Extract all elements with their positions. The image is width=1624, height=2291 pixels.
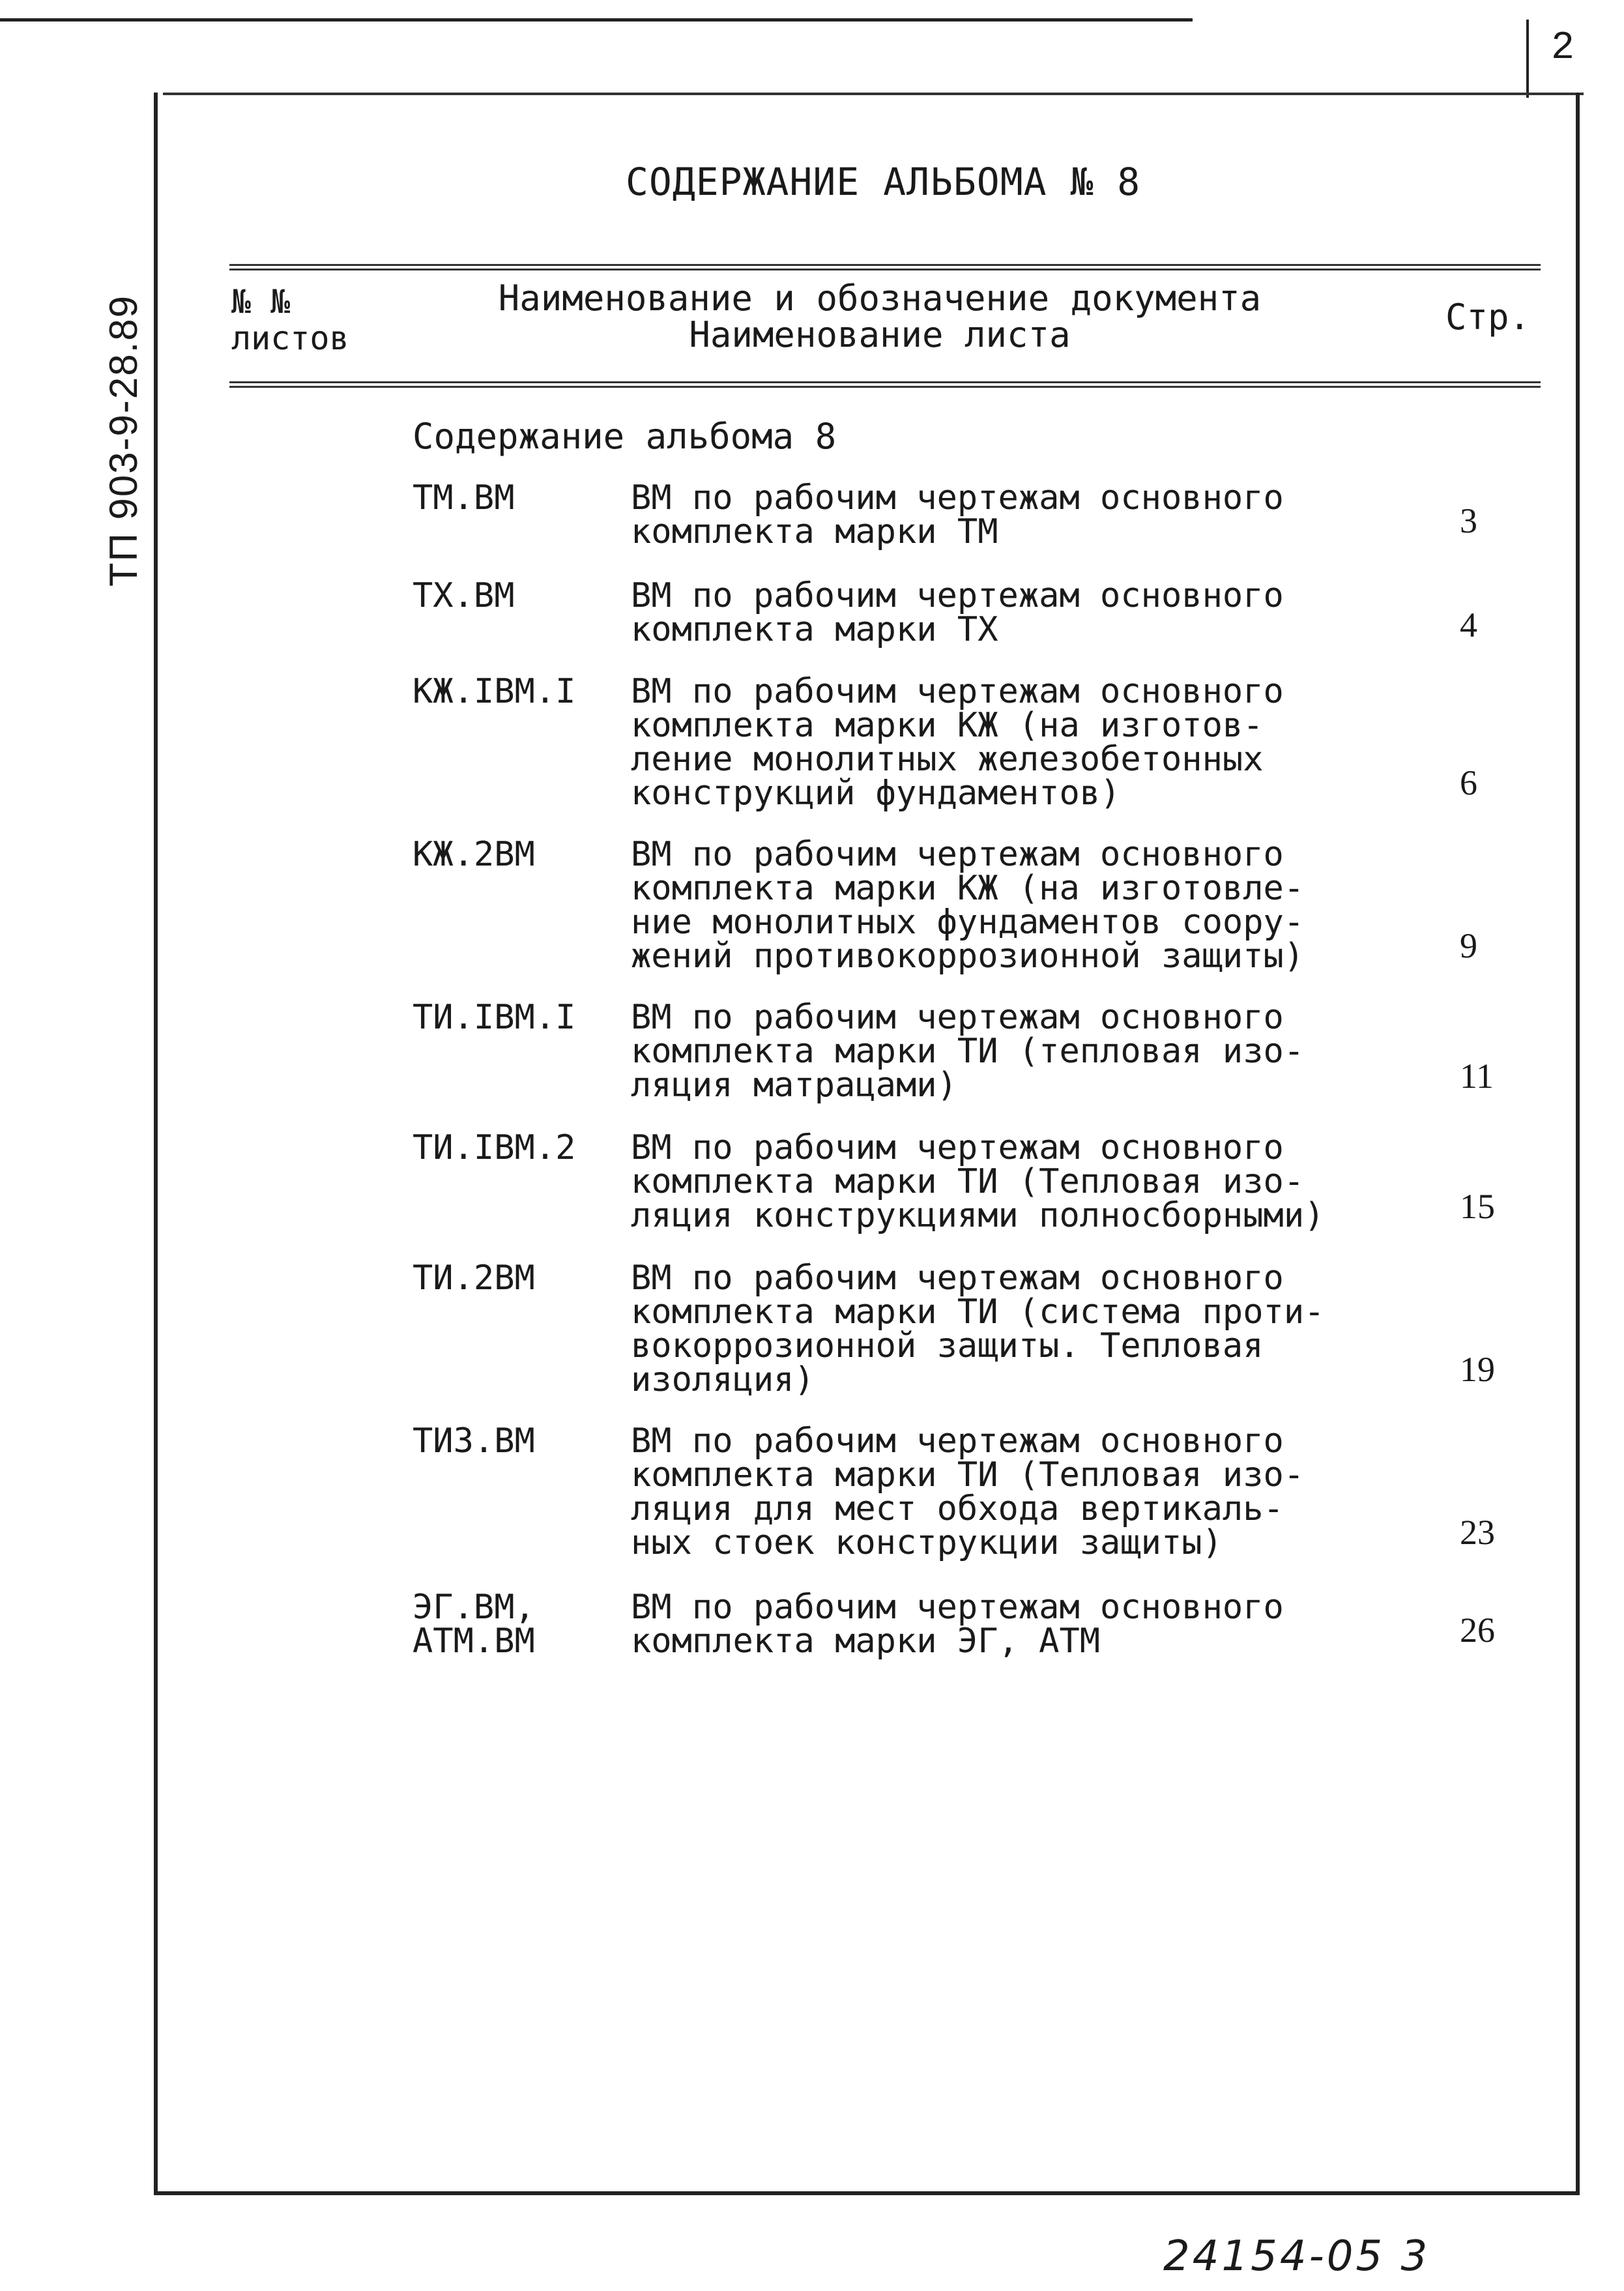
- header-page-column: Стр.: [1445, 297, 1531, 338]
- row-code: КЖ.2ВМ: [413, 835, 535, 874]
- frame-right-border: [1576, 93, 1580, 2195]
- row-title: ВМ по рабочим чертежам основного комплекта марки КЖ (на изготов- ление монолитных железобетонных конструкций фундаментов): [631, 672, 1284, 813]
- row-code: ТИЗ.ВМ: [413, 1422, 535, 1461]
- row-title: ВМ по рабочим чертежам основного комплекта марки ТИ (Тепловая изо- ляция для мест обхода вертикаль- ных стоек конструкции защиты): [631, 1422, 1305, 1562]
- header-col1-line2: листов: [231, 319, 349, 357]
- row-title: ВМ по рабочим чертежам основного комплекта марки ТИ (тепловая изо- ляция матрацами): [631, 998, 1305, 1105]
- row-page-number: 11: [1460, 1057, 1494, 1096]
- header-col1-line1: № №: [231, 283, 291, 321]
- sheet-number-divider: [1526, 20, 1529, 98]
- row-code: ТМ.ВМ: [413, 478, 515, 518]
- header-sheets-column: [231, 284, 349, 357]
- row-title: ВМ по рабочим чертежам основного комплекта марки ТХ: [631, 576, 1284, 649]
- row-page-number: 4: [1460, 606, 1477, 645]
- header-col2-line1: Наименование и обозначение документа: [498, 278, 1262, 319]
- header-top-rule: [229, 264, 1541, 266]
- row-page-number: 6: [1460, 763, 1477, 802]
- side-stamp: ТП 903-9-28.89: [102, 294, 145, 587]
- row-title: ВМ по рабочим чертежам основного комплекта марки ТИ (система проти- вокоррозионной защиты. Тепловая изоляция): [631, 1259, 1325, 1399]
- header-bottom-rule: [229, 381, 1541, 383]
- frame-left-border: [154, 93, 158, 2195]
- sheet-number: 2: [1551, 26, 1575, 70]
- row-page-number: 19: [1460, 1350, 1495, 1389]
- header-top-rule-2: [229, 269, 1541, 270]
- header-col2-line2: Наименование листа: [689, 314, 1071, 355]
- top-rule: [0, 18, 1193, 22]
- handwritten-archive-number: 24154-05 3: [1163, 2232, 1430, 2281]
- intro-line: Содержание альбома 8: [413, 416, 837, 457]
- frame-top-border: [163, 93, 1584, 95]
- row-page-number: 3: [1460, 501, 1477, 540]
- row-code: ТХ.ВМ: [413, 576, 515, 615]
- frame-bottom-border: [154, 2191, 1580, 2195]
- row-code: ТИ.2ВМ: [413, 1259, 535, 1298]
- row-page-number: 15: [1460, 1187, 1495, 1226]
- row-page-number: 9: [1460, 926, 1477, 965]
- row-code: ТИ.IВМ.2: [413, 1128, 576, 1167]
- row-title: ВМ по рабочим чертежам основного комплекта марки ЭГ, АТМ: [631, 1588, 1284, 1661]
- row-page-number: 23: [1460, 1513, 1495, 1552]
- row-title: ВМ по рабочим чертежам основного комплекта марки ТИ (Тепловая изо- ляция конструкциями полносборными): [631, 1128, 1325, 1235]
- row-code: КЖ.IВМ.I: [413, 672, 576, 711]
- row-code: ТИ.IВМ.I: [413, 998, 576, 1037]
- row-page-number: 26: [1460, 1611, 1495, 1650]
- header-name-column: [456, 280, 1303, 353]
- header-bottom-rule-2: [229, 386, 1541, 388]
- row-title: ВМ по рабочим чертежам основного комплекта марки КЖ (на изготовле- ние монолитных фундаментов соору- жений противокоррозионной защиты): [631, 835, 1305, 976]
- page-title: СОДЕРЖАНИЕ АЛЬБОМА № 8: [626, 160, 1141, 204]
- row-code: ЭГ.ВМ, АТМ.ВМ: [413, 1588, 535, 1661]
- row-title: ВМ по рабочим чертежам основного комплекта марки ТМ: [631, 478, 1284, 551]
